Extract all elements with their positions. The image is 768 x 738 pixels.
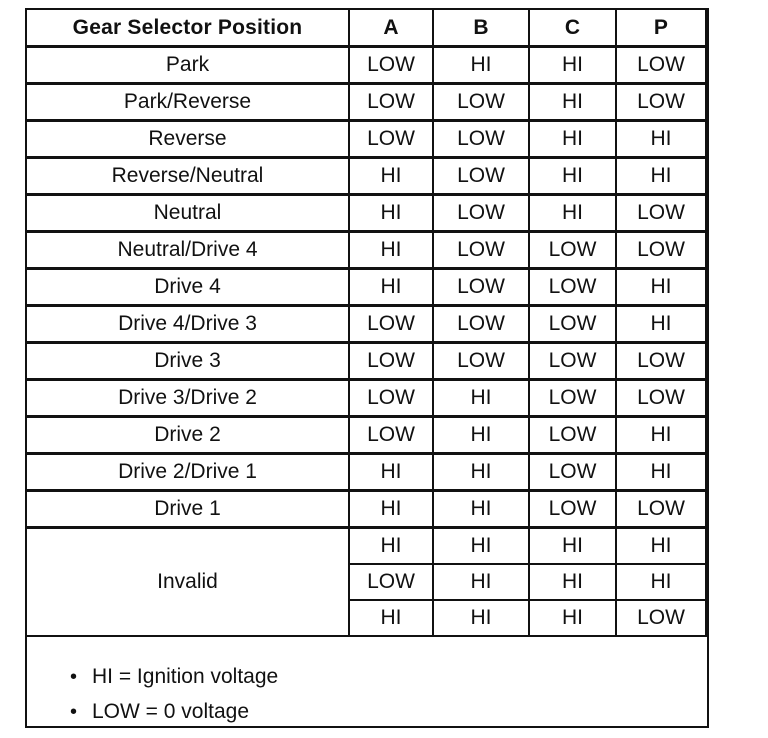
legend-notes (27, 655, 707, 726)
table-row (26, 416, 706, 453)
table-row (26, 379, 706, 416)
value-cell: LOW (616, 379, 706, 416)
table-row (26, 120, 706, 157)
value-cell: LOW (433, 342, 529, 379)
value-cell: LOW (433, 157, 529, 194)
value-cell: HI (349, 194, 433, 231)
value-cell: HI (349, 453, 433, 490)
value-cell: HI (529, 194, 616, 231)
value-cell: LOW (616, 194, 706, 231)
header-b: B (433, 9, 529, 46)
gear-selector-table (25, 8, 707, 637)
invalid-label-cell: Invalid (26, 527, 349, 636)
position-cell: Drive 4/Drive 3 (26, 305, 349, 342)
value-cell: HI (349, 268, 433, 305)
value-cell: HI (349, 600, 433, 636)
header-a: A (349, 9, 433, 46)
value-cell: LOW (433, 83, 529, 120)
value-cell: LOW (529, 305, 616, 342)
value-cell: HI (616, 416, 706, 453)
position-cell: Drive 3 (26, 342, 349, 379)
table-row (26, 305, 706, 342)
legend-note-text: HI = Ignition voltage (92, 665, 279, 688)
header-c: C (529, 9, 616, 46)
table-row (26, 83, 706, 120)
position-cell: Drive 2/Drive 1 (26, 453, 349, 490)
header-row (26, 9, 706, 46)
value-cell: LOW (529, 342, 616, 379)
value-cell: LOW (349, 342, 433, 379)
position-cell: Park/Reverse (26, 83, 349, 120)
value-cell: LOW (433, 305, 529, 342)
position-cell: Reverse (26, 120, 349, 157)
table-row-invalid (26, 527, 706, 564)
value-cell: HI (433, 527, 529, 564)
value-cell: HI (529, 83, 616, 120)
position-cell: Drive 2 (26, 416, 349, 453)
value-cell: HI (616, 564, 706, 600)
position-cell: Drive 4 (26, 268, 349, 305)
position-cell: Neutral/Drive 4 (26, 231, 349, 268)
position-cell: Neutral (26, 194, 349, 231)
header-p: P (616, 9, 706, 46)
value-cell: LOW (349, 46, 433, 83)
value-cell: LOW (349, 416, 433, 453)
value-cell: HI (349, 157, 433, 194)
table-row (26, 268, 706, 305)
value-cell: LOW (529, 416, 616, 453)
value-cell: HI (529, 527, 616, 564)
table-row (26, 157, 706, 194)
bullet-icon: • (70, 701, 78, 723)
value-cell: LOW (616, 83, 706, 120)
value-cell: LOW (529, 379, 616, 416)
position-cell: Reverse/Neutral (26, 157, 349, 194)
value-cell: LOW (616, 342, 706, 379)
value-cell: LOW (616, 490, 706, 527)
value-cell: HI (616, 453, 706, 490)
position-cell: Drive 1 (26, 490, 349, 527)
value-cell: LOW (349, 305, 433, 342)
value-cell: LOW (349, 379, 433, 416)
value-cell: LOW (616, 600, 706, 636)
header-gear-selector-position: Gear Selector Position (26, 9, 349, 46)
value-cell: HI (616, 157, 706, 194)
value-cell: HI (529, 564, 616, 600)
value-cell: LOW (349, 564, 433, 600)
value-cell: LOW (349, 83, 433, 120)
table-row (26, 453, 706, 490)
value-cell: LOW (529, 268, 616, 305)
value-cell: HI (616, 305, 706, 342)
table-row (26, 231, 706, 268)
value-cell: LOW (616, 231, 706, 268)
table-row (26, 46, 706, 83)
legend-note-hi (70, 665, 278, 689)
legend-note-low (70, 700, 249, 724)
value-cell: LOW (349, 120, 433, 157)
value-cell: HI (529, 120, 616, 157)
value-cell: HI (433, 379, 529, 416)
value-cell: HI (433, 564, 529, 600)
value-cell: LOW (529, 231, 616, 268)
value-cell: HI (616, 527, 706, 564)
value-cell: HI (616, 120, 706, 157)
value-cell: LOW (433, 268, 529, 305)
value-cell: HI (433, 453, 529, 490)
value-cell: HI (616, 268, 706, 305)
value-cell: HI (433, 490, 529, 527)
value-cell: HI (529, 600, 616, 636)
value-cell: LOW (616, 46, 706, 83)
legend-note-text: LOW = 0 voltage (92, 700, 249, 723)
value-cell: HI (349, 490, 433, 527)
table-row (26, 194, 706, 231)
value-cell: LOW (529, 490, 616, 527)
value-cell: HI (433, 416, 529, 453)
position-cell: Park (26, 46, 349, 83)
value-cell: HI (433, 600, 529, 636)
value-cell: LOW (433, 120, 529, 157)
bullet-icon: • (70, 666, 78, 688)
position-cell: Drive 3/Drive 2 (26, 379, 349, 416)
value-cell: LOW (433, 231, 529, 268)
value-cell: LOW (529, 453, 616, 490)
table-body (26, 46, 706, 636)
table-row (26, 342, 706, 379)
table-row (26, 490, 706, 527)
value-cell: HI (529, 157, 616, 194)
value-cell: HI (349, 527, 433, 564)
value-cell: HI (349, 231, 433, 268)
value-cell: HI (529, 46, 616, 83)
value-cell: HI (433, 46, 529, 83)
value-cell: LOW (433, 194, 529, 231)
